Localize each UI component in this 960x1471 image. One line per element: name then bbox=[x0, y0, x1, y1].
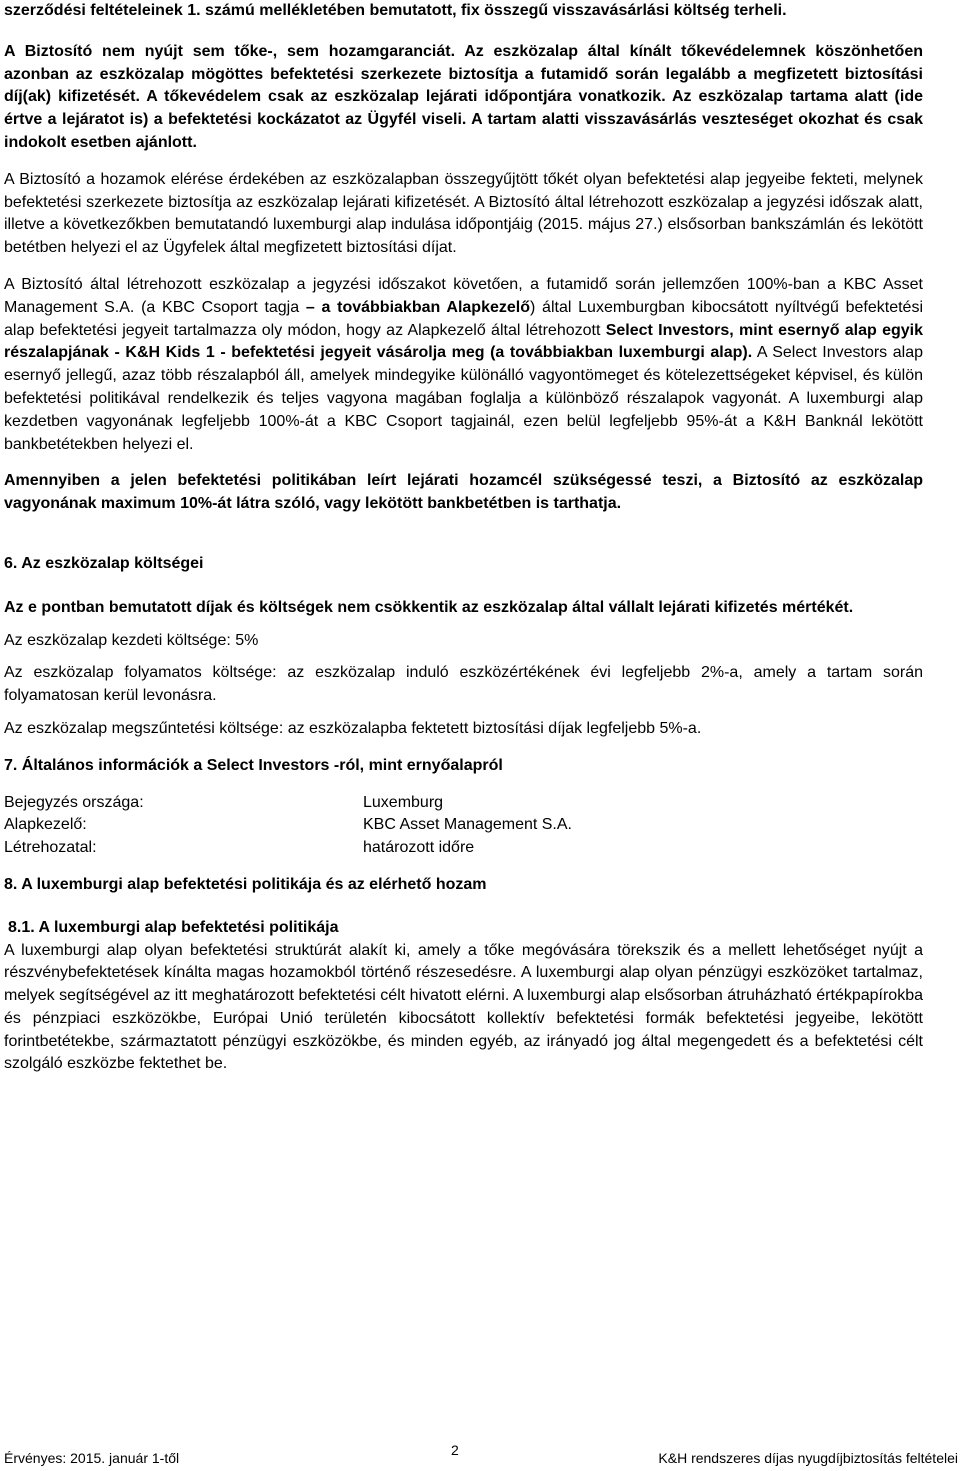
info-value: KBC Asset Management S.A. bbox=[363, 816, 572, 834]
footer-validity: Érvényes: 2015. január 1-től bbox=[4, 1450, 180, 1466]
fund-issuer: ) által Luxemburgban kibocsátott nyíltvégű befektetési alap befektetési jegyeit tartalmazza oly módon, hogy az Alapkezelő által létrehozott bbox=[4, 298, 923, 339]
fund-umbrella: A Select Investors alap esernyő jellegű, azaz több részalapból áll, amelyek mindegyike különálló vagyontömeget és kötelezettségeket képvisel, és külön befektetési politikával rendelkezik és teljes vagyona magában foglalja a különböző részalapok vagyonát. A luxemburgi alap kezdetben vagyonának legfeljebb 100%-át a KBC Csoport tagjainál, ezen belül legfeljebb 95%-át a K&H Banknál lekötött bankbetétekben helyezi el. bbox=[4, 344, 924, 453]
paragraph-guarantee bbox=[4, 41, 923, 155]
paragraph-deposit-limit: Amennyiben a jelen befektetési politikában leírt lejárati hozamcél szükségessé teszi, a Biztosító az eszközalap vagyonának maximum 10%-át látra szóló, vagy lekötött bankbetétben is tarthatja. bbox=[4, 472, 923, 513]
paragraph-investment-policy: A luxemburgi alap olyan befektetési struktúrát alakít ki, amely a tőke megóvására törekszik és a mellett lehetőséget nyújt a részvénybefektetések kínálta magas hozamokból történő részesedésre. A luxemburgi alap olyan pénzügyi eszközöket tartalmaz, melyek segítségével az itt meghatározott befektetési célt hivatott elérni. A luxemburgi alap elsősorban átruházható értékpapírokba és pénzpiaci eszközökbe, Európai Unió területén kibocsátott kollektív befektetési formák befektetési jegyeibe, lekötött forintbetétekbe, származtatott pénzügyi eszközökbe, és minden egyéb, az irányadó jog által megengedett és a befektetési célt szolgáló eszközbe fektethet be. bbox=[4, 941, 923, 1073]
paragraph-fund-structure bbox=[4, 274, 923, 456]
surrender-cost-text: szerződési feltételeinek 1. számú mellékletében bemutatott, fix összegű visszavásárlási költség terheli. bbox=[4, 2, 787, 19]
info-row bbox=[4, 837, 923, 860]
fund-intro: A Biztosító által létrehozott eszközalap a jegyzési időszakot követően, a futamidő során jellemzően 100%-ban a KBC Asset Management S.A. (a KBC Csoport tagja bbox=[4, 275, 923, 316]
paragraph-ongoing-cost: Az eszközalap folyamatos költsége: az eszközalap induló eszközértékének évi legfeljebb 2%-a, amely a tartam során folyamatosan kerül levonásra. bbox=[4, 664, 923, 705]
paragraph-initial-cost: Az eszközalap kezdeti költsége: 5% bbox=[4, 631, 259, 649]
risk-text: A tőkevédelem csak az eszközalap lejárati időpontjára vonatkozik. Az eszközalap tartama alatt (ide értve a lejáratot is) a befektetési kockázatot az Ügyfél viseli. A tartam alatti visszavásárlás veszteséget okozhat és csak indokolt esetben ajánlott. bbox=[4, 88, 923, 151]
fund-manager-def: – a továbbiakban Alapkezelő bbox=[305, 298, 530, 316]
section-8-heading: 8. A luxemburgi alap befektetési politikája és az elérhető hozam bbox=[4, 875, 487, 893]
paragraph-costs-note: Az e pontban bemutatott díjak és költségek nem csökkentik az eszközalap által vállalt lejárati kifizetés mértékét. bbox=[4, 598, 854, 616]
info-table bbox=[4, 792, 923, 860]
info-row bbox=[4, 814, 923, 837]
section-6-heading: 6. Az eszközalap költségei bbox=[4, 554, 204, 572]
info-value: Luxemburg bbox=[363, 793, 444, 811]
section-7-heading: 7. Általános információk a Select Investors -ról, mint ernyőalapról bbox=[4, 756, 503, 774]
paragraph-surrender-cost bbox=[4, 0, 923, 23]
paragraph-returns: A Biztosító a hozamok elérése érdekében az eszközalapban összegyűjtött tőkét olyan befektetési alap jegyeibe fekteti, melynek befektetési szerkezete biztosítja az eszközalap lejárati kifizetését. A Biztosító által létrehozott eszközalap a jegyzési időszak alatt, illetve a következőkben bemutatandó luxemburgi alap indulása időpontjáig (2015. május 27.) elsősorban bankszámlán és lekötött betétben helyezi el az Ügyfelek által megfizetett biztosítási díjat. bbox=[4, 170, 923, 257]
footer-page-number: 2 bbox=[451, 1442, 459, 1458]
info-value: határozott időre bbox=[363, 839, 475, 857]
info-label: Bejegyzés országa: bbox=[4, 793, 144, 811]
document-page bbox=[4, 0, 923, 1076]
footer-document-title: K&H rendszeres díjas nyugdíjbiztosítás feltételei bbox=[658, 1450, 958, 1466]
paragraph-termination-cost: Az eszközalap megszűntetési költsége: az eszközalapba fektetett biztosítási díjak legfeljebb 5%-a. bbox=[4, 719, 702, 737]
guarantee-text: A Biztosító nem nyújt sem tőke-, sem hozamgaranciát. Az eszközalap által kínált tőkevédelemnek köszönhetően azonban az eszközalap mögöttes befektetési szerkezete biztosítja a futamidő során legalább a megfizetett biztosítási díj(ak) kifizetését. bbox=[4, 42, 923, 106]
info-row bbox=[4, 792, 923, 815]
section-8-1-heading: 8.1. A luxemburgi alap befektetési politikája bbox=[8, 918, 339, 936]
info-label: Létrehozatal: bbox=[4, 839, 97, 857]
footer bbox=[0, 1440, 960, 1464]
fund-select-investors: Select Investors, mint esernyő alap egyik részalapjának - K&H Kids 1 - befektetési jegyeit vásárolja meg (a továbbiakban luxemburgi alap). bbox=[4, 321, 923, 362]
info-label: Alapkezelő: bbox=[4, 816, 87, 834]
